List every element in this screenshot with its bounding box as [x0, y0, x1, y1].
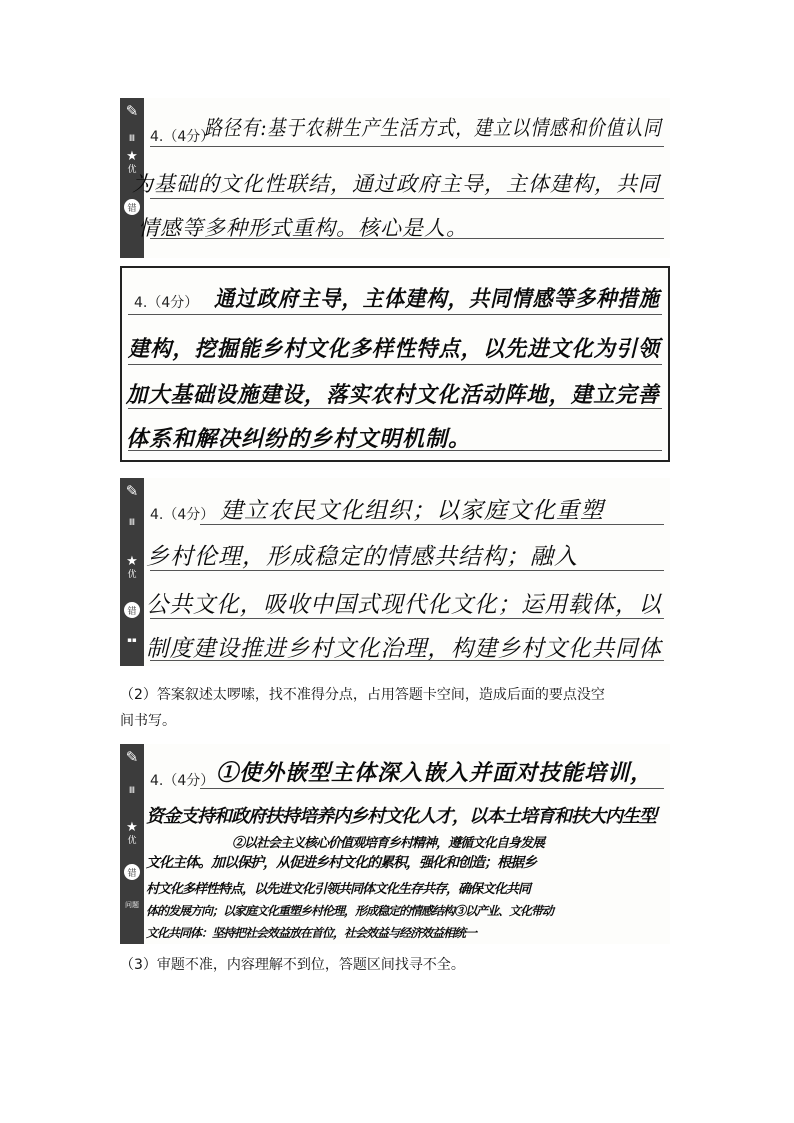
comment-line: （3）审题不准，内容理解不到位，答题区间找寻不全。 — [120, 957, 465, 973]
ruled-line — [128, 364, 662, 365]
question-label: 4.（4分） — [150, 773, 215, 789]
handwriting-line: ①使外嵌型主体深入嵌入并面对技能培训， — [216, 760, 654, 786]
toolbar-label[interactable]: Ⅲ — [128, 518, 136, 528]
toolbar-label[interactable]: Ⅲ — [128, 786, 136, 796]
ruled-line — [150, 570, 664, 571]
star-icon: ★ — [126, 149, 138, 164]
toolbar-wrong[interactable]: 错 — [124, 199, 140, 215]
toolbar-problem[interactable]: 问题 — [125, 901, 139, 909]
ruled-line — [128, 314, 662, 315]
toolbar-more-icon[interactable]: ▪▪ — [127, 636, 137, 644]
pencil-icon[interactable]: ✎ — [125, 748, 139, 766]
handwriting-line: 体系和解决纠纷的乡村文明机制。 — [126, 426, 472, 452]
ruled-line — [200, 524, 664, 525]
handwriting-line: 文化共同体：坚持把社会效益放在首位，社会效益与经济效益相统一 — [146, 926, 477, 940]
handwriting-line: 资金支持和政府扶持培养内乡村文化人才，以本土培育和扶大内生型 — [146, 806, 656, 827]
question-label: 4.（4分） — [150, 507, 215, 523]
handwriting-line: 建立农民文化组织；以家庭文化重塑 — [220, 498, 604, 524]
star-icon: ★ — [126, 554, 138, 569]
toolbar-excellent[interactable]: 优 — [127, 836, 137, 846]
handwriting-line: 体的发展方向；以家庭文化重塑乡村伦理，形成稳定的情感结构③以产业、文化带动 — [146, 904, 554, 918]
handwriting-line: 村文化多样性特点，以先进文化引领共同体文化生存共存，确保文化共同 — [146, 882, 531, 897]
comment-line: （2）答案叙述太啰嗦，找不准得分点，占用答题卡空间，造成后面的要点没空 — [120, 687, 605, 703]
ruled-line — [150, 238, 664, 239]
toolbar-excellent[interactable]: 优 — [127, 165, 137, 175]
handwriting-line: ②以社会主义核心价值观培育乡村精神，遵循文化自身发展 — [232, 836, 545, 851]
answer-scan-2 — [120, 266, 670, 462]
scan-toolbar — [120, 744, 144, 944]
star-icon: ★ — [126, 820, 138, 835]
answer-scan-1 — [120, 98, 670, 258]
handwriting-line: 乡村伦理，形成稳定的情感共结构；融入 — [146, 544, 578, 570]
handwriting-line: 路径有:基于农耕生产生活方式，建立以情感和价值认同 — [204, 116, 662, 140]
ruled-line — [200, 788, 664, 789]
handwriting-line: 通过政府主导，主体建构，共同情感等多种措施 — [214, 286, 660, 312]
scan-toolbar — [120, 478, 144, 666]
handwriting-line: 文化主体。加以保护，从促进乡村文化的累积，强化和创造；根据乡 — [146, 855, 536, 871]
pencil-icon[interactable]: ✎ — [125, 102, 139, 120]
question-label: 4.（4分） — [134, 295, 199, 311]
handwriting-line: 为基础的文化性联结，通过政府主导，主体建构，共同 — [132, 172, 660, 196]
toolbar-excellent[interactable]: 优 — [127, 570, 137, 580]
ruled-line — [150, 618, 664, 619]
handwriting-line: 公共文化，吸收中国式现代化文化；运用载体，以 — [146, 592, 662, 618]
comment-paragraph-3 — [120, 952, 700, 978]
ruled-line — [128, 450, 662, 451]
toolbar-wrong[interactable]: 错 — [124, 602, 140, 618]
answer-scan-4 — [120, 744, 670, 944]
handwriting-line: 加大基础设施建设，落实农村文化活动阵地，建立完善 — [126, 382, 660, 408]
ruled-line — [150, 146, 664, 147]
handwriting-line: 情感等多种形式重构。核心是人。 — [138, 216, 468, 240]
toolbar-label[interactable]: Ⅲ — [128, 134, 136, 144]
handwriting-line: 制度建设推进乡村文化治理，构建乡村文化共同体 — [146, 636, 662, 662]
question-label: 4.（4分） — [150, 129, 215, 145]
handwriting-line: 建构，挖掘能乡村文化多样性特点，以先进文化为引领 — [128, 336, 661, 362]
ruled-line — [150, 198, 664, 199]
comment-paragraph-2 — [120, 682, 700, 734]
comment-line: 间书写。 — [120, 713, 176, 729]
ruled-line — [150, 660, 664, 661]
toolbar-wrong[interactable]: 错 — [124, 864, 140, 880]
pencil-icon[interactable]: ✎ — [125, 482, 139, 500]
answer-scan-3 — [120, 478, 670, 666]
ruled-line — [128, 408, 662, 409]
